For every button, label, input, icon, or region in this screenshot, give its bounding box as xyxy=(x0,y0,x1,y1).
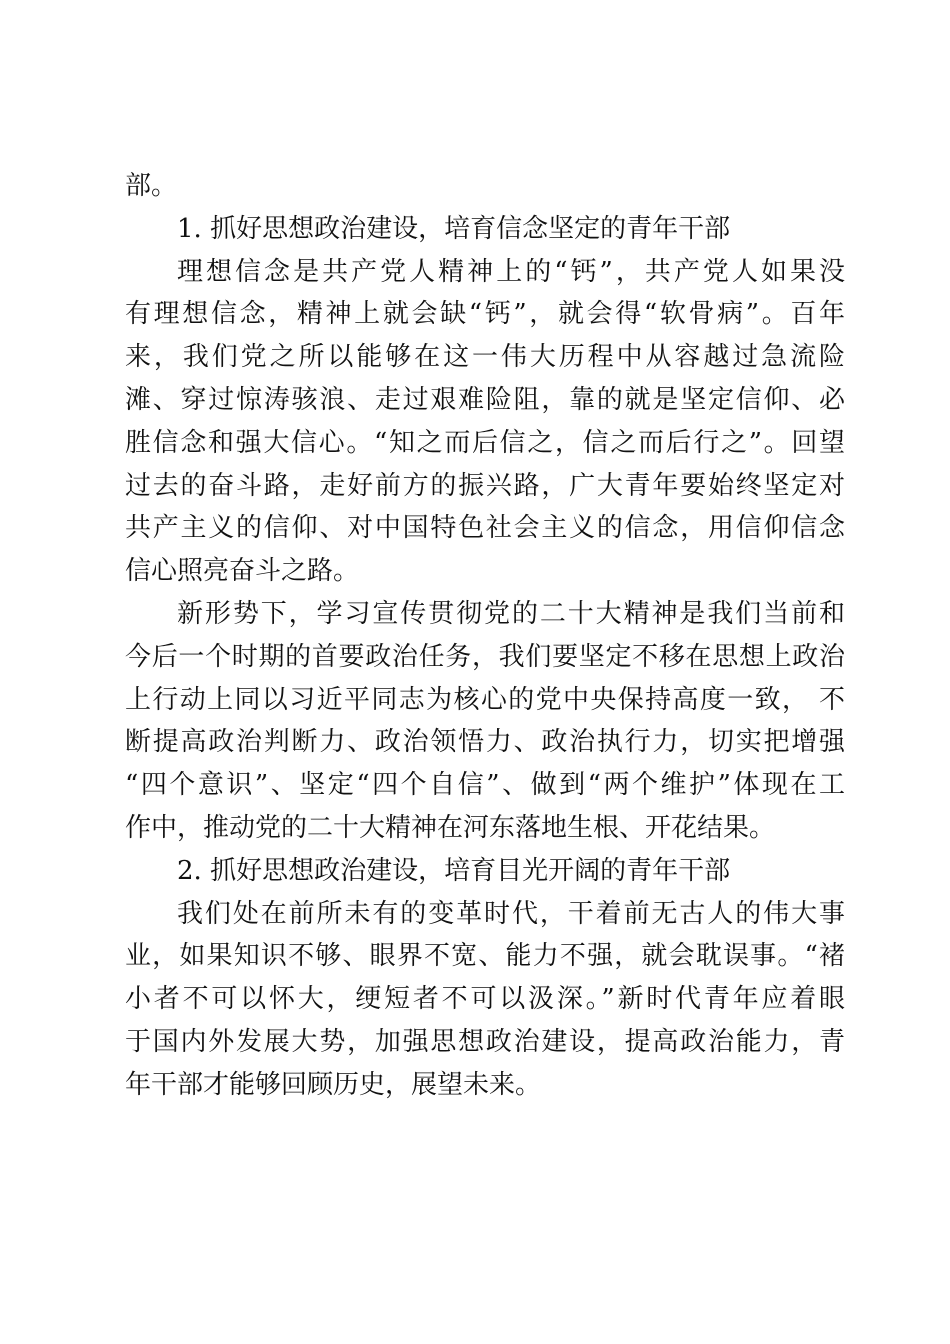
text-line: 断提高政治判断力、政治领悟力、政治执行力，切实把增强 xyxy=(125,727,845,758)
text-line: 过去的奋斗路，走好前方的振兴路，广大青年要始终坚定对 xyxy=(125,470,845,501)
text-line: “四个意识”、坚定“四个自信”、做到“两个维护”体现在工 xyxy=(125,770,845,801)
text-line: 我们处在前所未有的变革时代，干着前无古人的伟大事 xyxy=(177,898,845,929)
text-line: 于国内外发展大势，加强思想政治建设，提高政治能力，青 xyxy=(125,1026,845,1057)
text-line: 滩、穿过惊涛骇浪、走过艰难险阻，靠的就是坚定信仰、必 xyxy=(125,384,845,415)
text-line: 1. 抓好思想政治建设，培育信念坚定的青年干部 xyxy=(177,213,731,244)
text-line: 新形势下，学习宣传贯彻党的二十大精神是我们当前和 xyxy=(177,598,845,629)
text-line: 理想信念是共产党人精神上的“钙”，共产党人如果没 xyxy=(177,256,845,287)
text-line: 来，我们党之所以能够在这一伟大历程中从容越过急流险 xyxy=(125,342,845,373)
text-line: 共产主义的信仰、对中国特色社会主义的信念，用信仰信念 xyxy=(125,513,845,544)
text-line: 部。 xyxy=(125,171,178,201)
text-line: 有理想信念，精神上就会缺“钙”，就会得“软骨病”。百年 xyxy=(125,299,845,330)
text-line: 年干部才能够回顾历史，展望未来。 xyxy=(125,1069,542,1100)
text-line: 作中，推动党的二十大精神在河东落地生根、开花结果。 xyxy=(125,812,776,843)
text-line: 业，如果知识不够、眼界不宽、能力不强，就会耽误事。“褚 xyxy=(125,941,845,972)
text-line: 胜信念和强大信心。“知之而后信之，信之而后行之”。回望 xyxy=(125,427,845,458)
text-line: 信心照亮奋斗之路。 xyxy=(125,556,360,587)
text-line: 2. 抓好思想政治建设，培育目光开阔的青年干部 xyxy=(177,855,731,886)
text-line: 小者不可以怀大，绠短者不可以汲深。”新时代青年应着眼 xyxy=(125,984,845,1015)
text-line: 今后一个时期的首要政治任务，我们要坚定不移在思想上政治 xyxy=(125,641,845,672)
body-text xyxy=(125,165,845,1107)
text-line: 上行动上同以习近平同志为核心的党中央保持高度一致， 不 xyxy=(125,684,845,715)
